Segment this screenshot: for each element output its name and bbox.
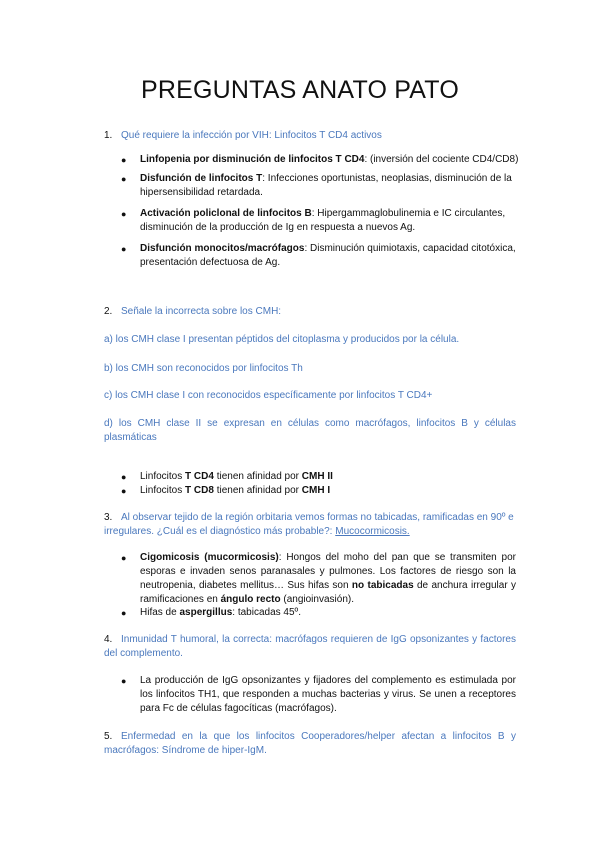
question-number: 2. [104,306,113,317]
list-item [121,484,520,498]
bullet-text: Hifas de [140,607,180,618]
bullet-bold-text: no tabicadas [351,580,414,591]
question-number: 3. [104,512,113,523]
question-number: 4. [104,634,113,645]
question-text: Señale la incorrecta sobre los CMH: [121,306,282,317]
bullet-text: : (inversión del cociente CD4/CD8) [364,154,519,165]
bullet-bold-text: T CD4 [185,471,214,482]
bullet-text: Linfocitos [140,485,186,496]
option-b: b) los CMH son reconocidos por linfocitos Th [104,363,303,374]
question-4 [104,633,516,661]
question-answer: Mucocormicosis. [335,526,410,537]
bullet-bold-text: Activación policlonal de linfocitos B [140,208,312,219]
bullet-text: tienen afinidad por [213,485,302,496]
list-item [121,172,520,200]
bullet-text: (angioinvasión). [280,594,354,605]
bullet-dot-icon: ● [121,608,127,618]
bullet-text: : Hipergammaglobulinemia e IC circulantes, disminución de la producción de Ig en respuesta a nuevos Ag. [140,208,506,233]
bullet-bold-text: Cigomicosis (mucormicosis) [140,552,279,563]
list-item [121,470,520,484]
option-d: d) los CMH clase II se expresan en células como macrófagos, linfocitos B y células plasmáticas [104,418,516,443]
bullet-dot-icon: ● [121,472,127,482]
bullet-bold-text: Disfunción monocitos/macrófagos [140,243,305,254]
list-item [121,551,517,607]
question-text: Qué requiere la infección por VIH: Linfocitos T CD4 activos [121,130,382,141]
question-text: Inmunidad T humoral, la correcta: macrófagos requieren de IgG opsonizantes y factores del complemento. [104,634,516,659]
bullet-dot-icon: ● [121,209,127,219]
list-item [121,674,516,716]
bullet-bold-text: T CD8 [185,485,214,496]
bullet-dot-icon: ● [121,244,127,254]
bullet-dot-icon: ● [121,174,127,184]
option-c: c) los CMH clase I con reconocidos específicamente por linfocitos T CD4+ [104,390,433,401]
bullet-text: : tabicadas 45º. [232,607,301,618]
bullet-bold-text: Linfopenia por disminución de linfocitos T CD4 [140,154,365,165]
bullet-text: de anchura irregular y ramificaciones en [140,580,517,605]
bullet-bold-text: CMH I [301,485,331,496]
bullet-text: La producción de IgG opsonizantes y fijadores del complemento es estimulada por los linfocitos TH1, que responden a muchas bacterias y virus. Se unen a receptores para Fc de células fagocíticas (macrófagos). [140,675,516,714]
question-3 [104,511,516,539]
bullet-dot-icon: ● [121,553,127,563]
bullet-dot-icon: ● [121,676,127,686]
bullet-text: tienen afinidad por [213,471,302,482]
page-title: PREGUNTAS ANATO PATO [141,76,459,104]
question-number: 1. [104,130,113,141]
question-text: Al observar tejido de la región orbitaria vemos formas no tabicadas, ramificadas en 90º e irregulares. ¿Cuál es el diagnóstico más probable?: [104,512,514,537]
bullet-text: : Hongos del moho del pan que se transmiten por esporas e invaden senos paranasales y pulmones. Los factores de riesgo son la neutropenia, diabetes mellitus… Sus hifas son [140,552,516,591]
question-number: 5. [104,731,113,742]
bullet-text: Linfocitos [140,471,186,482]
bullet-dot-icon: ● [121,155,127,165]
question-5 [104,730,516,758]
bullet-bold-text: CMH II [301,471,333,482]
list-item [121,242,520,270]
list-item [121,207,520,235]
bullet-bold-text: ángulo recto [220,594,281,605]
list-item [121,606,516,620]
bullet-dot-icon: ● [121,486,127,496]
bullet-bold-text: aspergillus [179,607,233,618]
list-item [121,153,520,167]
bullet-text: : Infecciones oportunistas, neoplasias, disminución de la hipersensibilidad retardada. [140,173,512,198]
option-a: a) los CMH clase I presentan péptidos del citoplasma y producidos por la célula. [104,334,460,345]
bullet-bold-text: Disfunción de linfocitos T [140,173,263,184]
bullet-text: : Disminución quimiotaxis, capacidad citotóxica, presentación defectuosa de Ag. [140,243,516,268]
question-1 [104,129,524,143]
question-text: Enfermedad en la que los linfocitos Cooperadores/helper afectan a linfocitos B y macrófagos: Síndrome de hiper-IgM. [104,731,516,756]
question-2 [104,305,524,319]
